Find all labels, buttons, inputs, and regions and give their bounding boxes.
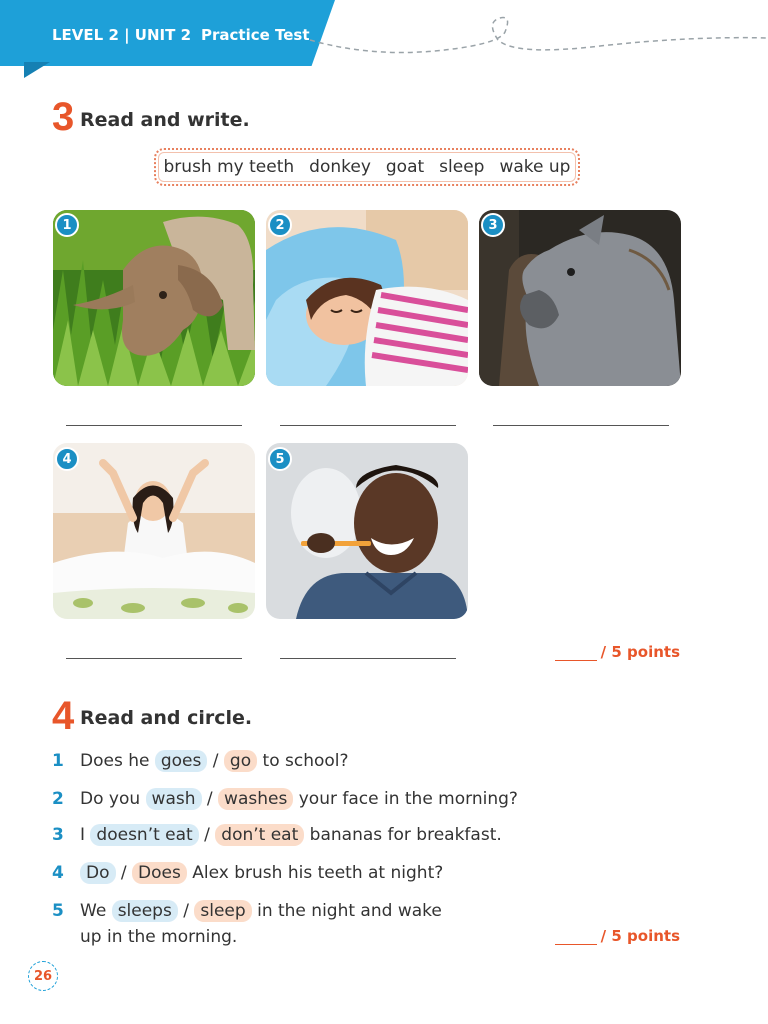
question-5-continuation: up in the morning.: [80, 927, 238, 947]
word-bank-item: sleep: [439, 157, 485, 177]
waking-girl-photo: [53, 443, 255, 619]
word-bank-item: wake up: [499, 157, 571, 177]
question-number: 2: [52, 789, 64, 809]
picture-number-badge: 4: [55, 447, 79, 471]
picture-number-badge: 3: [481, 213, 505, 237]
picture-number-badge: 1: [55, 213, 79, 237]
answer-line[interactable]: [66, 658, 242, 659]
goat-photo: [53, 210, 255, 386]
circle-option-2[interactable]: don’t eat: [215, 824, 304, 846]
circle-option-1[interactable]: goes: [155, 750, 208, 772]
section-4-title: Read and circle.: [80, 707, 253, 729]
circle-option-1[interactable]: sleeps: [112, 900, 178, 922]
option-separator: /: [120, 863, 127, 883]
answer-line[interactable]: [493, 425, 669, 426]
circle-option-1[interactable]: wash: [146, 788, 202, 810]
option-separator: /: [212, 751, 219, 771]
page-number: 26: [28, 961, 58, 991]
question-number: 3: [52, 825, 64, 845]
circle-option-1[interactable]: Do: [80, 862, 116, 884]
word-bank: [154, 148, 580, 186]
question-number: 5: [52, 901, 64, 921]
question-text-after: to school?: [262, 751, 349, 771]
circle-option-2[interactable]: sleep: [194, 900, 251, 922]
points-label: / 5 points: [600, 643, 680, 661]
points-label: / 5 points: [600, 927, 680, 945]
question-text-after: Alex brush his teeth at night?: [192, 863, 444, 883]
option-separator: /: [206, 789, 213, 809]
section-4-number: 4: [52, 694, 75, 738]
answer-line[interactable]: [66, 425, 242, 426]
circle-option-1[interactable]: doesn’t eat: [90, 824, 198, 846]
question-4: [52, 862, 443, 884]
picture-number-badge: 2: [268, 213, 292, 237]
circle-option-2[interactable]: go: [224, 750, 257, 772]
question-number: 1: [52, 751, 64, 771]
score-blank[interactable]: [555, 646, 597, 661]
question-text-before: We: [80, 901, 107, 921]
question-text-after: in the night and wake: [257, 901, 442, 921]
question-text-after: bananas for breakfast.: [309, 825, 502, 845]
question-1: [52, 750, 349, 772]
word-bank-item: brush my teeth: [163, 157, 295, 177]
section-3-points: [555, 643, 680, 661]
word-bank-item: goat: [385, 157, 425, 177]
score-blank[interactable]: [555, 930, 597, 945]
question-3: [52, 824, 502, 846]
question-text-after: your face in the morning?: [298, 789, 518, 809]
circle-option-2[interactable]: Does: [132, 862, 187, 884]
option-separator: /: [204, 825, 210, 845]
header-subtitle: Practice Test: [201, 26, 310, 44]
level-unit: LEVEL 2 | UNIT 2: [52, 26, 192, 44]
header-title: [52, 26, 310, 44]
question-text-before: Do you: [80, 789, 141, 809]
question-number: 4: [52, 863, 64, 883]
answer-line[interactable]: [280, 658, 456, 659]
answer-line[interactable]: [280, 425, 456, 426]
section-4-points: [555, 927, 680, 945]
donkey-photo: [479, 210, 681, 386]
option-separator: /: [183, 901, 189, 921]
question-2: [52, 788, 518, 810]
dashed-swirl-decoration: [300, 10, 768, 60]
question-text-before: I: [80, 825, 86, 845]
circle-option-2[interactable]: washes: [218, 788, 293, 810]
picture-number-badge: 5: [268, 447, 292, 471]
section-3-title: Read and write.: [80, 109, 250, 131]
question-text-before: Does he: [80, 751, 150, 771]
sleeping-girl-photo: [266, 210, 468, 386]
section-3-number: 3: [52, 95, 75, 139]
boy-brushing-teeth-photo: [266, 443, 468, 619]
word-bank-item: donkey: [309, 157, 371, 177]
question-5: [52, 900, 442, 922]
